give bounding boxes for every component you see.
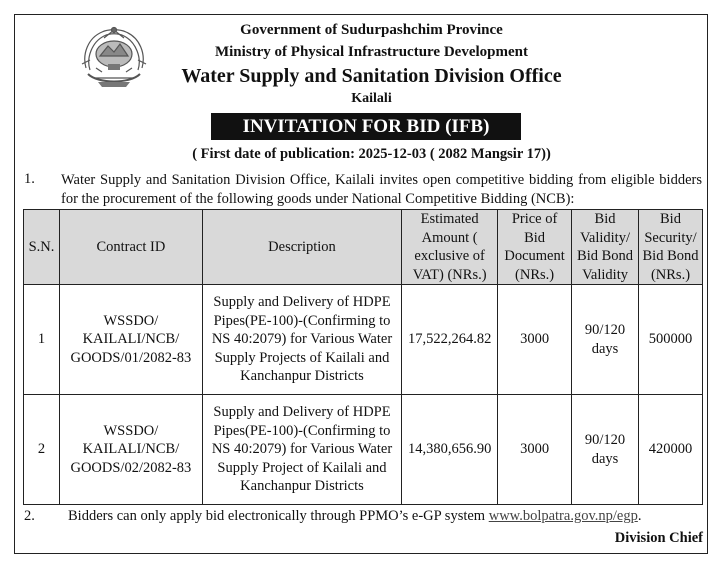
- cell-contract-id: WSSDO/ KAILALI/NCB/ GOODS/01/2082-83: [59, 285, 202, 395]
- office-heading: Water Supply and Sanitation Division Office: [181, 65, 562, 87]
- table-header-row: [24, 210, 703, 285]
- cell-estimated-amount: 14,380,656.90: [402, 395, 498, 505]
- cell-bid-security: 420000: [639, 395, 703, 505]
- cell-sn: 2: [24, 395, 60, 505]
- column-header-sn: S.N.: [24, 210, 60, 285]
- paragraph-2-text: Bidders can only apply bid electronically through PPMO’s e-GP system: [68, 508, 489, 524]
- table-row: [24, 285, 703, 395]
- district-heading: Kailali: [351, 91, 392, 106]
- paragraph-2-number: 2.: [24, 508, 35, 524]
- bids-table: [23, 209, 703, 505]
- egp-link[interactable]: www.bolpatra.gov.np/egp: [488, 508, 638, 524]
- cell-description: Supply and Delivery of HDPE Pipes(PE-100)-(Confirming to NS 40:2079) for Various Water Supply Project of Kailali and Kanchanpur Districts: [202, 395, 401, 505]
- cell-price-of-bid-document: 3000: [498, 285, 572, 395]
- signature-title: Division Chief: [614, 530, 703, 546]
- paragraph-1-number: 1.: [24, 171, 35, 187]
- cell-bid-validity: 90/120 days: [572, 285, 639, 395]
- column-header-description: Description: [202, 210, 401, 285]
- column-header-bid-validity: Bid Validity/ Bid Bond Validity: [572, 210, 639, 285]
- column-header-price-of-bid-document: Price of Bid Document (NRs.): [498, 210, 572, 285]
- publication-date: ( First date of publication: 2025-12-03 ( 2082 Mangsir 17)): [192, 146, 551, 162]
- cell-description: Supply and Delivery of HDPE Pipes(PE-100)-(Confirming to NS 40:2079) for Various Water Supply Projects of Kailali and Kanchanpur Districts: [202, 285, 401, 395]
- government-heading: Government of Sudurpashchim Province: [240, 22, 503, 38]
- cell-bid-security: 500000: [639, 285, 703, 395]
- cell-estimated-amount: 17,522,264.82: [402, 285, 498, 395]
- cell-bid-validity: 90/120 days: [572, 395, 639, 505]
- cell-sn: 1: [24, 285, 60, 395]
- ifb-banner: INVITATION FOR BID (IFB): [211, 113, 521, 140]
- cell-contract-id: WSSDO/ KAILALI/NCB/ GOODS/02/2082-83: [59, 395, 202, 505]
- column-header-estimated-amount: Estimated Amount ( exclusive of VAT) (NRs.): [402, 210, 498, 285]
- cell-price-of-bid-document: 3000: [498, 395, 572, 505]
- paragraph-2-end: .: [637, 508, 642, 524]
- column-header-contract-id: Contract ID: [59, 210, 202, 285]
- ministry-heading: Ministry of Physical Infrastructure Development: [214, 44, 528, 60]
- paragraph-1-text: Water Supply and Sanitation Division Office, Kailali invites open competitive bidding from eligible bidders for the procurement of the following goods under National Competitive Bidding (NCB):: [61, 172, 702, 207]
- column-header-bid-security: Bid Security/ Bid Bond (NRs.): [639, 210, 703, 285]
- table-row: [24, 395, 703, 505]
- paragraph-2: [68, 508, 641, 525]
